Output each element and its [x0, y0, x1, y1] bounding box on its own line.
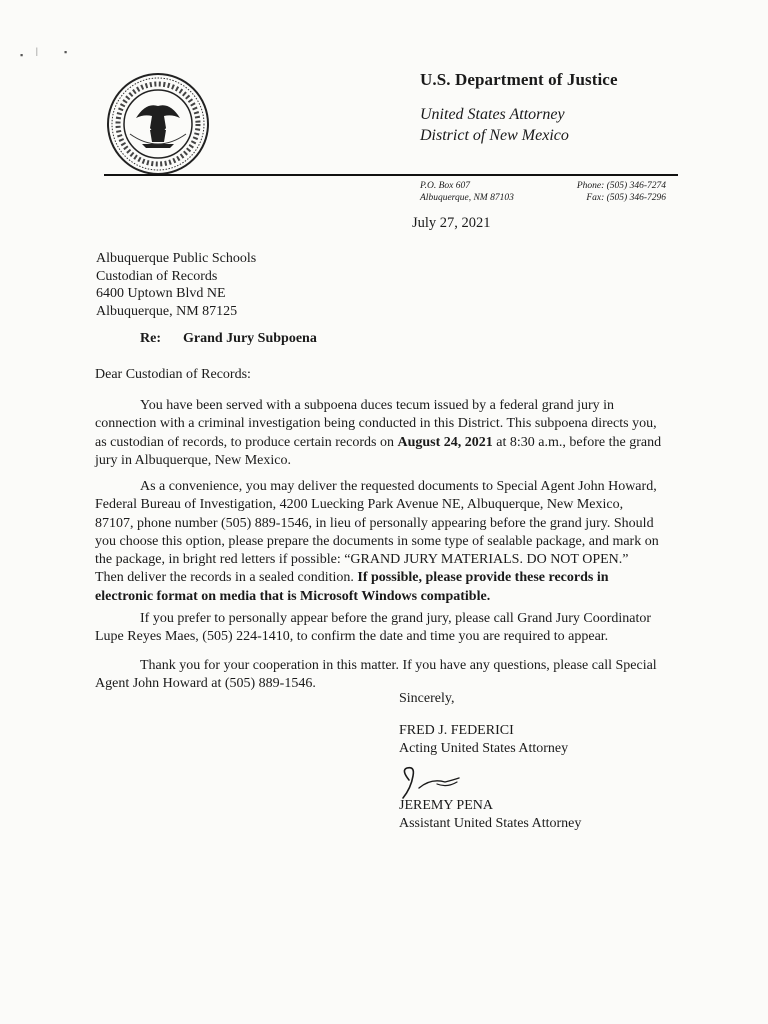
emphasis-text: electronic format on media that is Microsoft Windows compatible.: [95, 588, 491, 604]
signer-title: Acting United States Attorney: [399, 741, 569, 756]
text-run: Then deliver the records in a sealed condition.: [95, 570, 358, 586]
signer-block-secondary: [399, 797, 581, 833]
emphasis-text: If possible, please provide these records in: [357, 570, 609, 586]
paragraph-line: You have been served with a subpoena duces tecum issued by a federal grand jury in: [140, 398, 615, 413]
signer-name: JEREMY PENA: [399, 798, 493, 813]
scan-speck: ▪: [64, 47, 68, 57]
paragraph-line: Thank you for your cooperation in this matter. If you have any questions, please call Special: [140, 658, 657, 673]
office-title: United States Attorney: [420, 106, 565, 123]
paragraph-line: connection with a criminal investigation being conducted in this District. This subpoena directs you,: [95, 416, 657, 432]
closing-salutation: Sincerely,: [399, 691, 455, 706]
signer-name: FRED J. FEDERICI: [399, 723, 514, 738]
paragraph-line: [95, 569, 663, 587]
paragraph-subpoena-notice: [95, 397, 663, 470]
paragraph-line: the package, in bright red letters if possible: “GRAND JURY MATERIALS. DO NOT OPEN.”: [95, 552, 629, 568]
paragraph-line: Agent John Howard at (505) 889-1546.: [95, 676, 316, 692]
salutation: Dear Custodian of Records:: [95, 367, 251, 382]
re-subject: Grand Jury Subpoena: [183, 331, 317, 346]
address-line: P.O. Box 607: [420, 181, 470, 191]
recipient-line: Custodian of Records: [96, 268, 218, 284]
paragraph-thanks: [95, 657, 663, 694]
paragraph-line: [95, 434, 663, 452]
address-line: Albuquerque, NM 87103: [420, 193, 514, 203]
phone-number: Phone: (505) 346-7274: [576, 181, 666, 191]
scan-speck: |: [36, 46, 38, 56]
letter-date: July 27, 2021: [412, 215, 491, 231]
text-run: at 8:30 a.m., before the grand: [492, 434, 662, 450]
re-label: Re:: [140, 331, 161, 346]
paragraph-line: As a convenience, you may deliver the requested documents to Special Agent John Howard,: [140, 479, 657, 494]
signer-title: Assistant United States Attorney: [399, 816, 582, 831]
paragraph-personal-appearance: [95, 610, 663, 647]
text-run: as custodian of records, to produce certain records on: [95, 434, 398, 450]
recipient-line: Albuquerque Public Schools: [96, 251, 257, 266]
paragraph-line: [95, 588, 663, 606]
appearance-date: August 24, 2021: [397, 434, 493, 450]
agency-name: U.S. Department of Justice: [420, 70, 618, 89]
office-district: District of New Mexico: [420, 127, 569, 144]
paragraph-line: you choose this option, please prepare the documents in some type of sealable package, and mark on: [95, 533, 659, 549]
paragraph-line: Federal Bureau of Investigation, 4200 Luecking Park Avenue NE, Albuquerque, New Mexico,: [95, 497, 624, 513]
recipient-line: Albuquerque, NM 87125: [96, 303, 238, 319]
mailing-address: [420, 180, 514, 204]
handwritten-signature-icon: [397, 766, 467, 800]
contact-numbers: [571, 180, 666, 204]
paragraph-delivery-option: [95, 478, 663, 606]
recipient-line: 6400 Uptown Blvd NE: [96, 286, 226, 301]
doj-seal-icon: [106, 72, 210, 176]
paragraph-line: jury in Albuquerque, New Mexico.: [95, 452, 291, 468]
paragraph-line: 87107, phone number (505) 889-1546, in lieu of personally appearing before the grand jury. Should: [95, 515, 654, 531]
scan-speck: ▪: [20, 50, 24, 60]
recipient-address: [96, 250, 256, 320]
letterhead-divider: [104, 174, 678, 176]
fax-number: Fax: (505) 346-7296: [586, 193, 666, 203]
paragraph-line: If you prefer to personally appear before the grand jury, please call Grand Jury Coordinator: [140, 611, 652, 626]
signer-block-primary: [399, 722, 568, 758]
paragraph-line: Lupe Reyes Maes, (505) 224-1410, to confirm the date and time you are required to appear.: [95, 629, 609, 645]
